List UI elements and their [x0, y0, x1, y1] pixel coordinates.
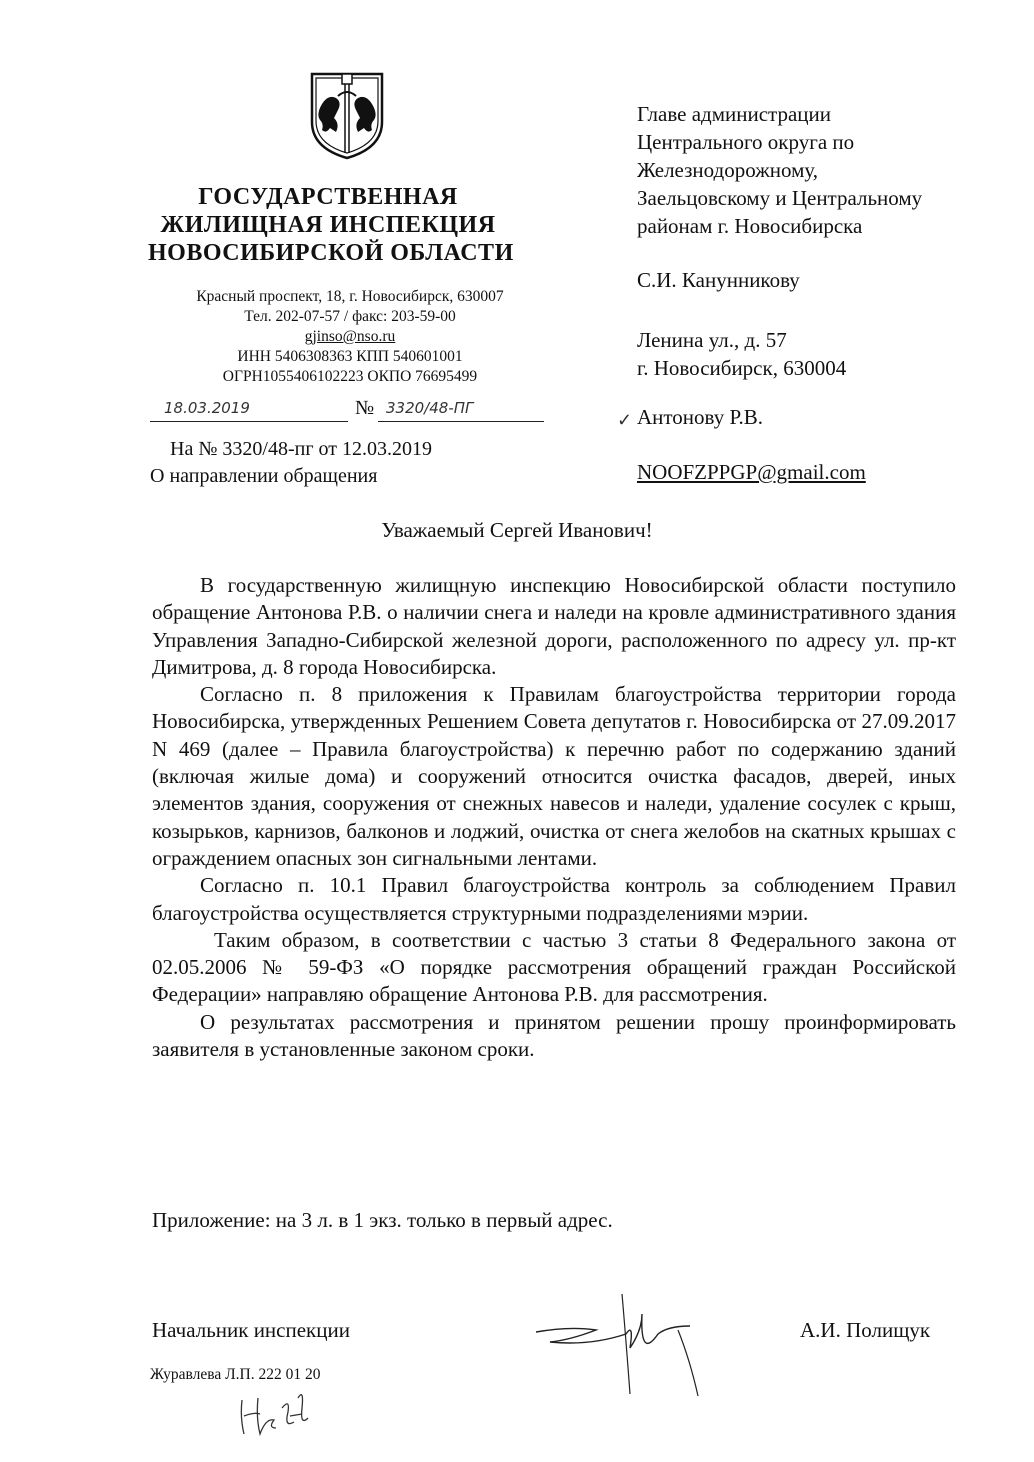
org-email-link[interactable]: gjinso@nso.ru [304, 328, 396, 345]
paragraph: О результатах рассмотрения и принятом решении прошу проинформировать заявителя в установленные законом сроки. [152, 1009, 956, 1062]
letter-subject: О направлении обращения [150, 465, 378, 487]
reference-number: На № 3320/48-пг от 12.03.2019 [170, 438, 433, 460]
organization-name: ГОСУДАРСТВЕННАЯ ЖИЛИЩНАЯ ИНСПЕКЦИЯ НОВОСИБИРСКОЙ ОБЛАСТИ [148, 184, 514, 266]
org-address: Красный проспект, 18, г. Новосибирск, 630007 [196, 288, 504, 305]
signatory-position: Начальник инспекции [152, 1318, 350, 1342]
org-inn-kpp: ИНН 5406308363 КПП 540601001 [237, 348, 463, 365]
organization-contacts [140, 287, 560, 387]
copy-recipient-email-link[interactable]: NOOFZPPGP@gmail.com [637, 460, 866, 484]
paragraph: Таким образом, в соответствии с частью 3 статьи 8 Федерального закона от 02.05.2006 № 59-ФЗ «О порядке рассмотрения обращений граждан Российской Федерации» направляю обращение Антонова Р.В. для рассмотрения. [152, 927, 956, 1007]
registration-line [150, 397, 545, 427]
coat-of-arms-icon [308, 70, 386, 160]
registration-number-label: № [355, 397, 375, 419]
org-ogrn-okpo: ОГРН1055406102223 ОКПО 76695499 [222, 368, 478, 385]
paragraph: Согласно п. 10.1 Правил благоустройства контроль за соблюдением Правил благоустройства осуществляется структурными подразделениями мэрии. [152, 873, 956, 925]
addressee-address: Ленина ул., д. 57 г. Новосибирск, 630004 [637, 328, 847, 380]
executor-contact: Журавлева Л.П. 222 01 20 [150, 1366, 321, 1383]
copy-recipient: Антонову Р.В. [637, 405, 764, 429]
registration-number: 3320/48-ПГ [386, 399, 474, 417]
letter-body [152, 572, 956, 1063]
salutation: Уважаемый Сергей Иванович! [381, 518, 653, 542]
addressee-block: Главе администрации Центрального округа по Железнодорожному, Заельцовскому и Центральному районам г. Новосибирска [637, 102, 923, 238]
paragraph: В государственную жилищную инспекцию Новосибирской области поступило обращение Антонова Р.В. о наличии снега и наледи на кровле административного здания Управления Западно-Сибирской железной дороги, расположенного по адресу ул. пр-кт Димитрова, д. 8 города Новосибирска. [152, 573, 956, 679]
addressee-name: С.И. Канунникову [637, 268, 800, 292]
signatory-name: А.И. Полищук [800, 1318, 931, 1342]
handwritten-initials [228, 1378, 328, 1438]
org-phone: Тел. 202-07-57 / факс: 203-59-00 [244, 308, 456, 325]
check-mark-icon: ✓ [617, 410, 633, 430]
registration-date: 18.03.2019 [164, 399, 250, 417]
paragraph: Согласно п. 8 приложения к Правилам благоустройства территории города Новосибирска, утвержденных Решением Совета депутатов г. Новосибирска от 27.09.2017 N 469 (далее – Правила благоустройства) к перечню работ по содержанию зданий (включая жилые дома) и сооружений относится очистка фасадов, дверей, иных элементов здания, сооружения от снежных навесов и наледи, удаление сосулек с крыш, козырьков, карнизов, балконов и лоджий, очистка от снега желобов на скатных крышах с ограждением опасных зон сигнальными лентами. [152, 682, 956, 870]
attachment-note: Приложение: на 3 л. в 1 экз. только в первый адрес. [152, 1208, 613, 1232]
handwritten-signature [530, 1290, 710, 1400]
